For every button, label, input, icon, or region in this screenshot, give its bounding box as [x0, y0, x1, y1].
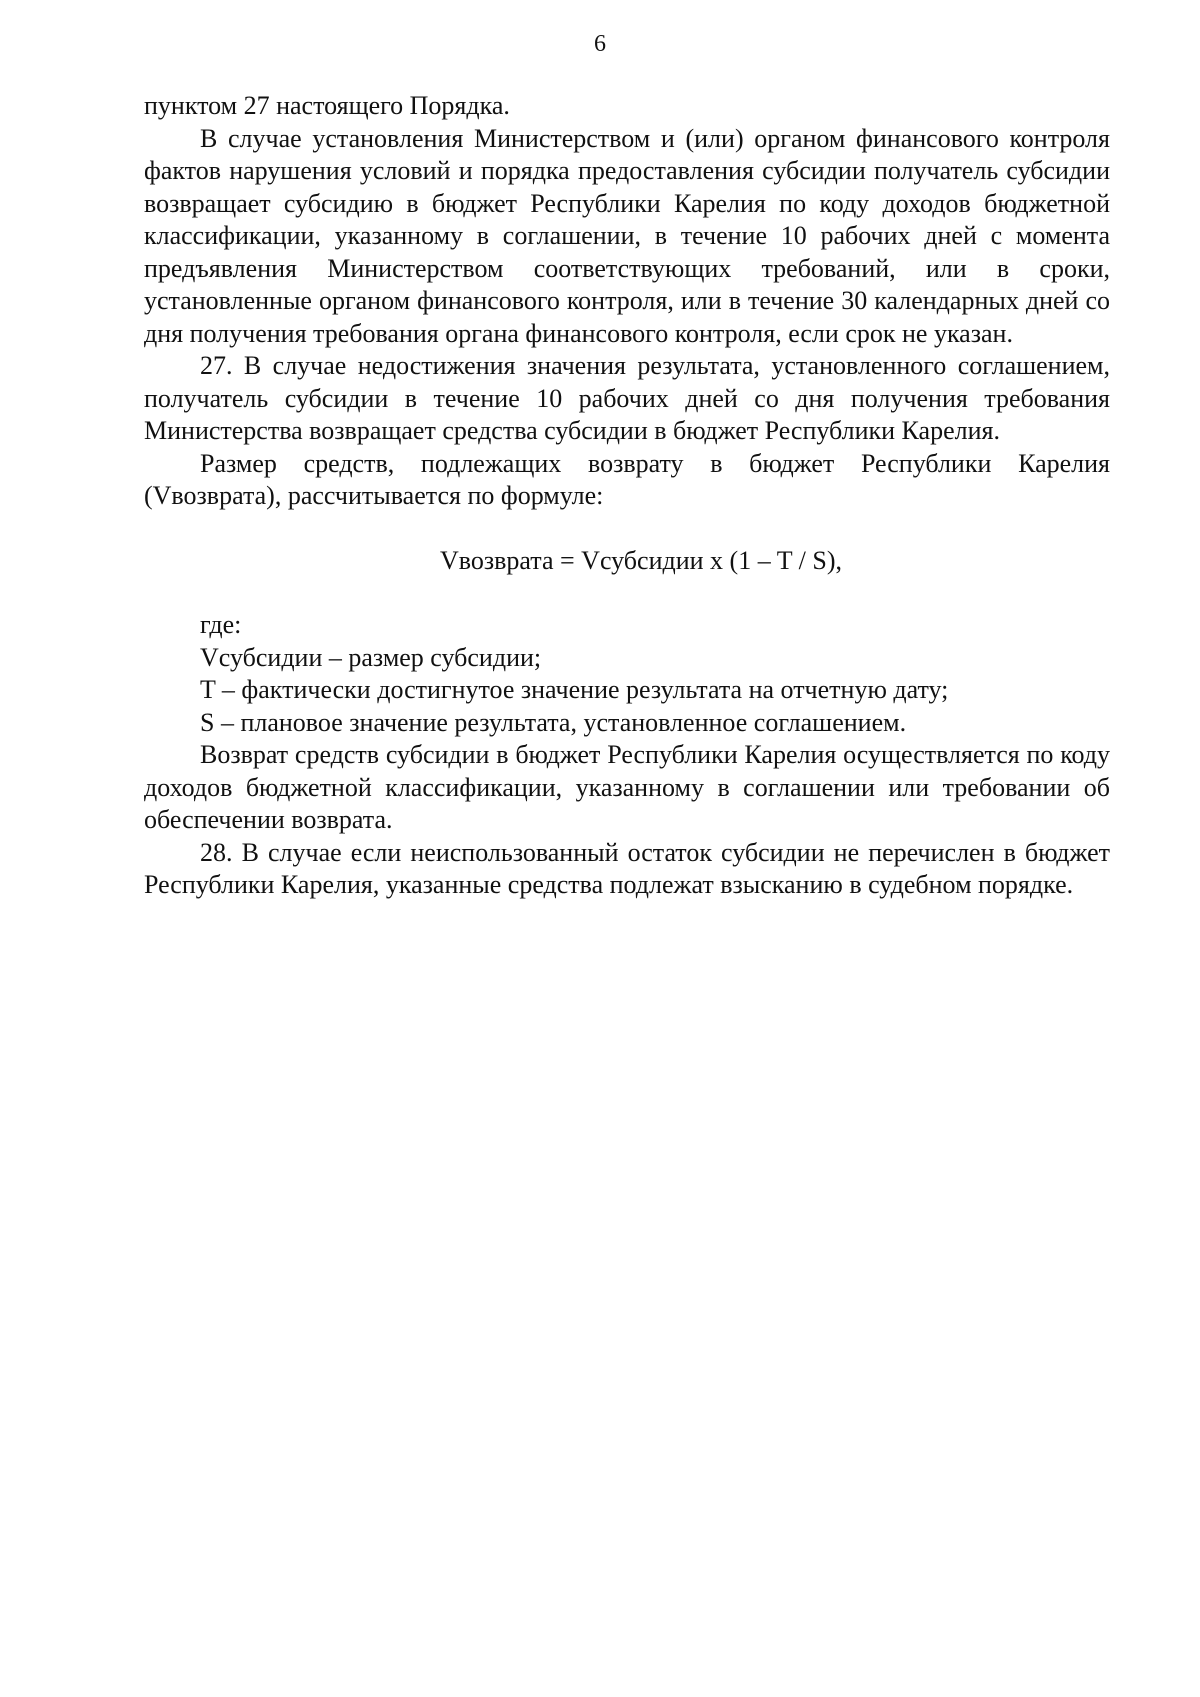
paragraph-return-code: Возврат средств субсидии в бюджет Республики Карелия осуществляется по коду доходов бюджетной классификации, указанному в соглашении или требовании об обеспечении возврата.: [144, 740, 1110, 834]
page-number: 6: [594, 31, 606, 57]
paragraph-continuation: пунктом 27 настоящего Порядка.: [144, 91, 510, 120]
paragraph-violation-return: В случае установления Министерством и (или) органом финансового контроля фактов нарушения условий и порядка предоставления субсидии получатель субсидии возвращает субсидию в бюджет Республики Карелия по коду доходов бюджетной классификации, указанному в соглашении, в течение 10 рабочих дней с момента предъявления Министерством соответствующих требований, или в сроки, установленные органом финансового контроля, или в течение 30 календарных дней со дня получения требования органа финансового контроля, если срок не указан.: [144, 123, 1110, 348]
paragraph-27: 27. В случае недостижения значения результата, установленного соглашением, получатель субсидии в течение 10 рабочих дней со дня получения требования Министерства возвращает средства субсидии в бюджет Республики Карелия.: [144, 351, 1110, 445]
formula-definition-s: S – плановое значение результата, установленное соглашением.: [200, 707, 907, 737]
paragraph-return-amount: Размер средств, подлежащих возврату в бюджет Республики Карелия (Vвозврата), рассчитывается по формуле:: [144, 448, 1110, 510]
formula-definition-vsubsidy: Vсубсидии – размер субсидии;: [200, 642, 542, 672]
return-formula: Vвозврата = Vсубсидии x (1 – T / S),: [440, 545, 842, 575]
formula-where-label: где:: [200, 610, 242, 639]
paragraph-28: 28. В случае если неиспользованный остаток субсидии не перечислен в бюджет Республики Карелия, указанные средства подлежат взысканию в судебном порядке.: [144, 837, 1110, 899]
formula-definition-t: T – фактически достигнутое значение результата на отчетную дату;: [200, 675, 949, 704]
document-body: [144, 90, 1110, 902]
